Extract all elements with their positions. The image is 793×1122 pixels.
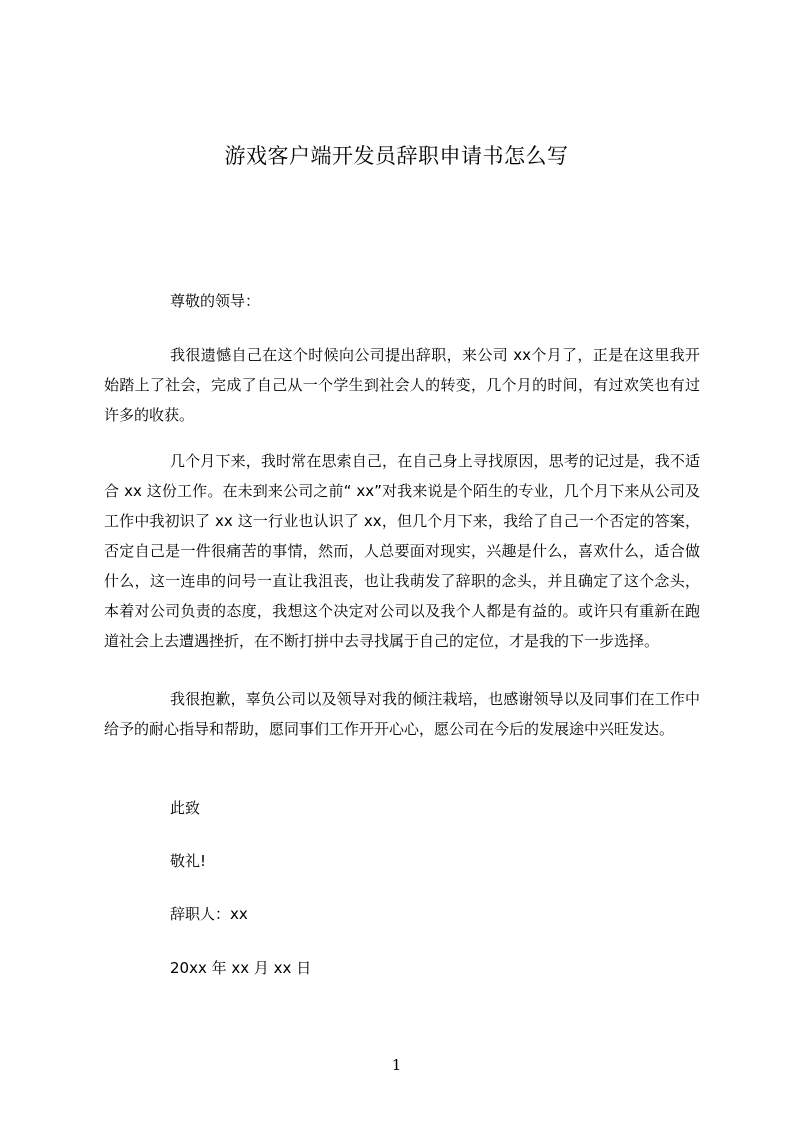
salutation: 尊敬的领导：: [170, 292, 261, 310]
paragraph-2: 几个月下来，我时常在思索自己，在自己身上寻找原因，思考的记过是，我不适合 xx 这份工作。在未到来公司之前“ xx”对我来说是个陌生的专业，几个月下来从公司及工作中我初识了 xx 这一行业也认识了 xx，但几个月下来，我给了自己一个否定的答案，否定自己是一件很痛苦的事情，然而，人总要面对现实，兴趣是什么，喜欢什么，适合做什么，这一连串的问号一直让我沮丧，也让我萌发了辞职的念头，并且确定了这个念头，本着对公司负责的态度，我想这个决定对公司以及我个人都是有益的。或许只有重新在跑道社会上去遭遇挫折，在不断打拼中去寻找属于自己的定位，才是我的下一步选择。: [104, 452, 700, 650]
paragraph-3: 我很抱歉，辜负公司以及领导对我的倾注栽培，也感谢领导以及同事们在工作中给予的耐心指导和帮助，愿同事们工作开开心心，愿公司在今后的发展途中兴旺发达。: [104, 690, 700, 738]
document-title: 游戏客户端开发员辞职申请书怎么写: [224, 144, 569, 168]
paragraph-1: 我很遗憾自己在这个时候向公司提出辞职，来公司 xx个月了，正是在这里我开始踏上了社会，完成了自己从一个学生到社会人的转变，几个月的时间，有过欢笑也有过许多的收获。: [104, 346, 700, 424]
signature-line: 辞职人：xx: [170, 905, 248, 923]
closing-salute: 敬礼!: [170, 852, 207, 870]
date-line: 20xx 年 xx 月 xx 日: [170, 959, 312, 977]
closing-regards: 此致: [170, 799, 201, 817]
page-number: 1: [391, 1056, 402, 1074]
